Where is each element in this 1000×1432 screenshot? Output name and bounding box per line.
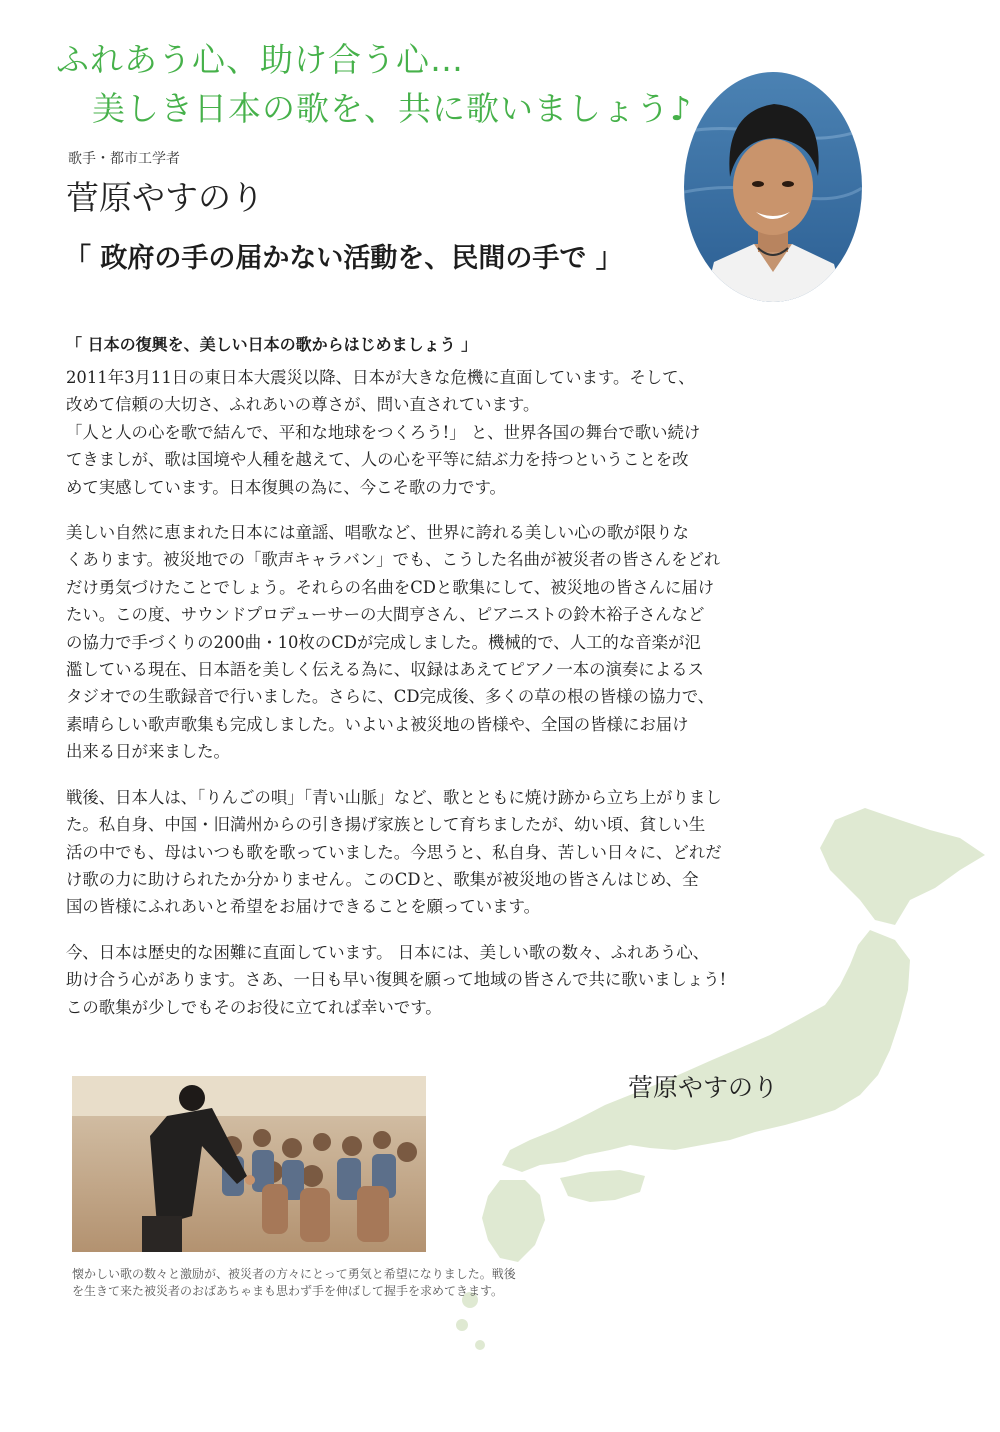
body-line: 美しい自然に恵まれた日本には童謡、唱歌など、世界に誇れる美しい心の歌が限りな — [66, 523, 689, 543]
headline-line-1: ふれあう心、助け合う心… — [56, 40, 464, 79]
body-line: てきましが、歌は国境や人種を越えて、人の心を平等に結ぶ力を持つということを改 — [66, 450, 689, 470]
paragraph-4 — [66, 939, 804, 1021]
body-line: だけ勇気づけたことでしょう。それらの名曲をCDと歌集にして、被災地の皆さんに届け — [66, 577, 715, 597]
body-line: めて実感しています。日本復興の為に、今こそ歌の力です。 — [66, 477, 506, 497]
body-line: 助け合う心があります。さあ、一日も早い復興を願って地域の皆さんで共に歌いましょう! — [66, 970, 727, 990]
paragraph-1 — [66, 364, 804, 501]
paragraph-3 — [66, 784, 804, 921]
body-line: 戦後、日本人は、「りんごの唄」「青い山脈」など、歌とともに焼け跡から立ち上がりまし — [66, 787, 722, 807]
body-line: 「人と人の心を歌で結んで、平和な地球をつくろう!」 と、世界各国の舞台で歌い続け — [66, 422, 701, 442]
body-line: 2011年3月11日の東日本大震災以降、日本が大きな危機に直面しています。そして、 — [66, 368, 695, 387]
body-line: た。私自身、中国・旧満州からの引き揚げ家族として育ちましたが、幼い頃、貧しい生 — [66, 815, 706, 835]
body-line: け歌の力に助けられたか分かりません。このCDと、歌集が被災地の皆さんはじめ、全 — [66, 869, 699, 889]
body-line: 活の中でも、母はいつも歌を歌っていました。今思うと、私自身、苦しい日々に、どれだ — [66, 842, 722, 862]
body-line: 素晴らしい歌声歌集も完成しました。いよいよ被災地の皆様や、全国の皆様にお届け — [66, 714, 689, 734]
photo-caption — [72, 1266, 562, 1300]
caption-line: 懐かしい歌の数々と激励が、被災者の方々にとって勇気と希望になりました。戦後 — [72, 1267, 516, 1281]
headline-line-2: 美しき日本の歌を、共に歌いましょう♪ — [92, 89, 693, 128]
body-line: の協力で手づくりの200曲・10枚のCDが完成しました。機械的で、人工的な音楽が氾 — [66, 632, 701, 652]
body-text — [66, 364, 804, 1039]
body-line: タジオでの生歌録音で行いました。さらに、CD完成後、多くの草の根の皆様の協力で、 — [66, 687, 715, 707]
body-line: この歌集が少しでもそのお役に立てれば幸いです。 — [66, 997, 442, 1017]
body-line: たい。この度、サウンドプロデューサーの大間亨さん、ピアニストの鈴木裕子さんなど — [66, 605, 705, 625]
author-portrait — [684, 72, 862, 302]
paragraph-2 — [66, 519, 804, 766]
body-line: くあります。被災地での「歌声キャラバン」でも、こうした名曲が被災者の皆さんをどれ — [66, 550, 721, 570]
author-name: 菅原やすのり — [66, 178, 264, 217]
body-line: 濫している現在、日本語を美しく伝える為に、収録はあえてピアノ一本の演奏によるス — [66, 660, 704, 680]
headline-block — [56, 34, 692, 130]
body-line: 国の皆様にふれあいと希望をお届けできることを願っています。 — [66, 897, 541, 917]
body-line: 今、日本は歴史的な困難に直面しています。 日本には、美しい歌の数々、ふれあう心、 — [66, 942, 710, 962]
event-photo-illustration — [72, 1076, 426, 1252]
event-photo — [72, 1076, 426, 1252]
section-heading: 「 日本の復興を、美しい日本の歌からはじめましょう 」 — [66, 335, 478, 354]
slogan: 「 政府の手の届かない活動を、民間の手で 」 — [64, 243, 623, 274]
author-role: 歌手・都市工学者 — [68, 151, 180, 167]
body-line: 出来る日が来ました。 — [66, 742, 230, 762]
body-line: 改めて信頼の大切さ、ふれあいの尊さが、問い直されています。 — [66, 395, 540, 415]
signature: 菅原やすのり — [628, 1073, 779, 1102]
caption-line: を生きて来た被災者のおばあちゃまも思わず手を伸ばして握手を求めてきます。 — [72, 1284, 504, 1298]
portrait-illustration — [684, 72, 862, 302]
